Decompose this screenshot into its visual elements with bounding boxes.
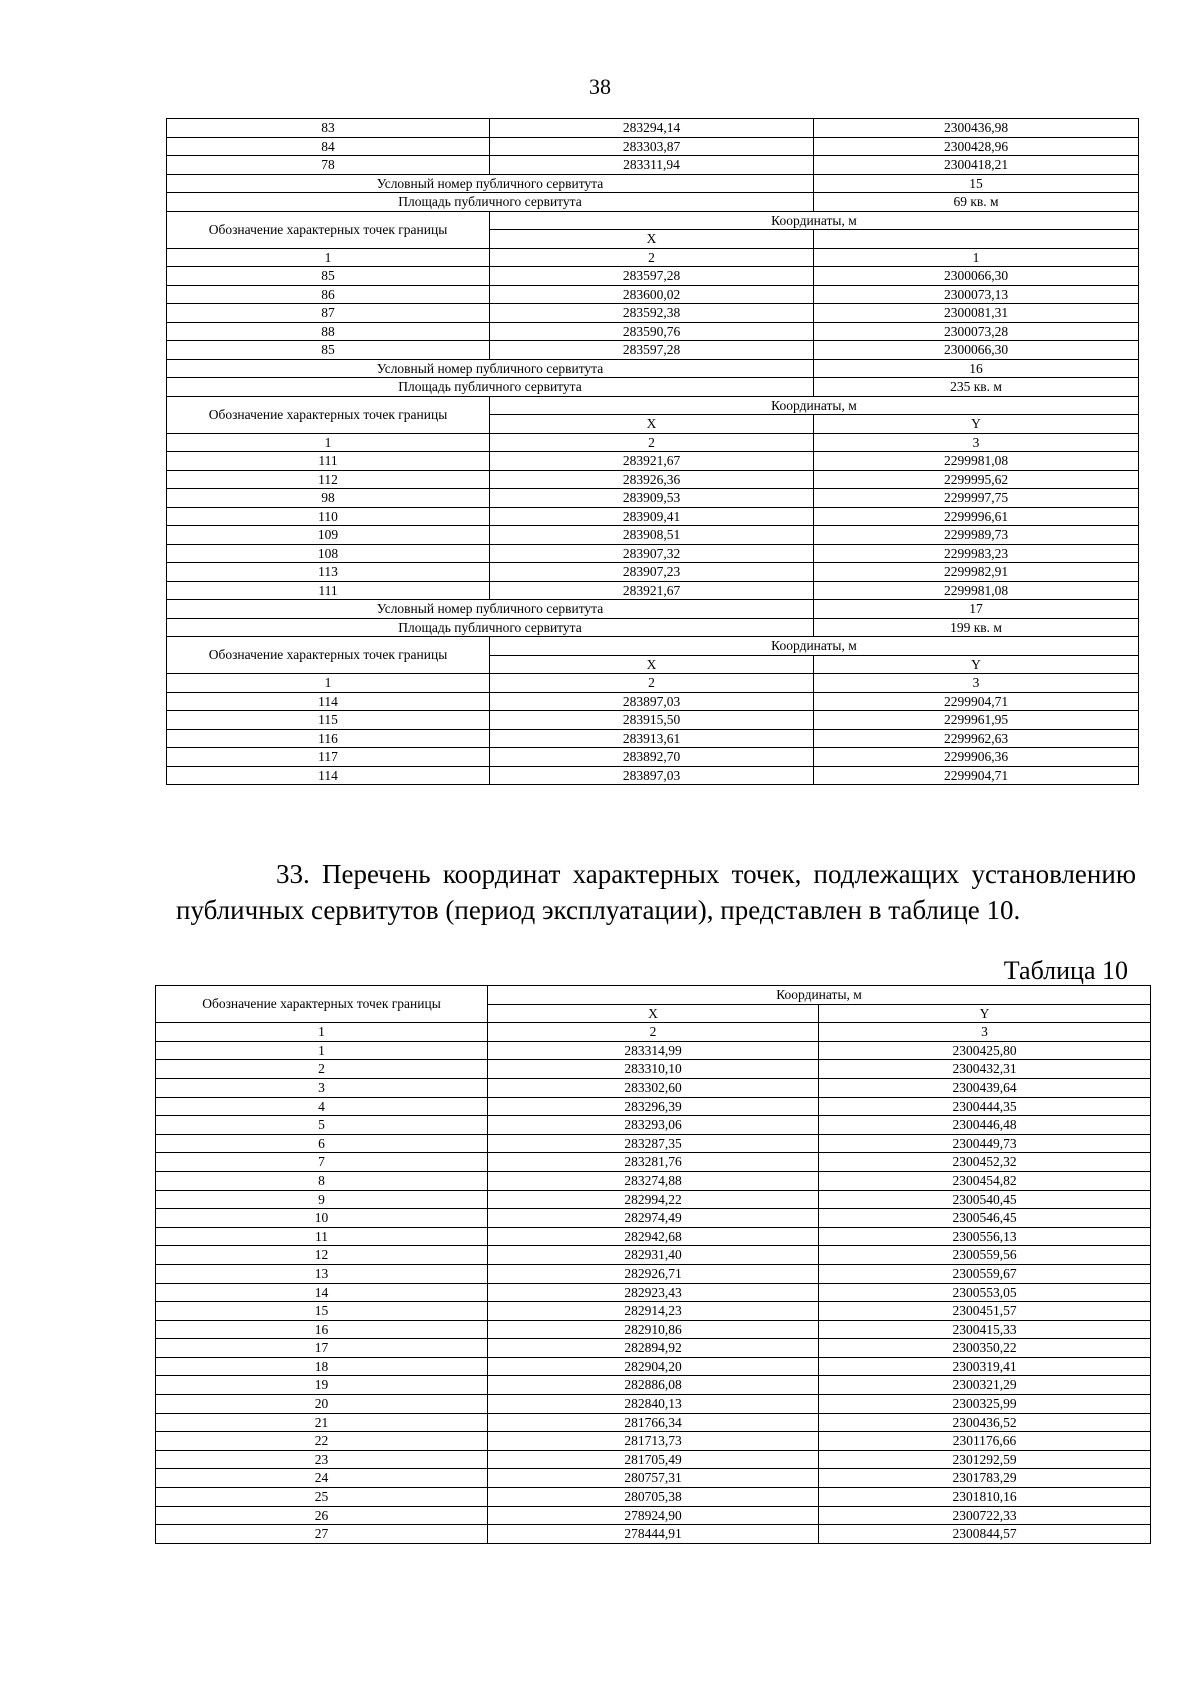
servitude-number-row: [167, 174, 1139, 193]
x-value: 283311,94: [490, 156, 814, 175]
table-row: [156, 1339, 1151, 1358]
y-value: 2299962,63: [814, 729, 1139, 748]
servitude-area-label: Площадь публичного сервитута: [167, 618, 814, 637]
y-value: 2300556,13: [819, 1227, 1151, 1246]
y-value: 2300066,30: [814, 341, 1139, 360]
servitude-number-row: [167, 600, 1139, 619]
point-designation-header: Обозначение характерных точек границы: [167, 396, 490, 433]
y-value: 2300559,67: [819, 1264, 1151, 1283]
table-row: [167, 544, 1139, 563]
y-header: [814, 230, 1139, 249]
servitude-area-row: [167, 618, 1139, 637]
x-value: 283921,67: [490, 452, 814, 471]
table-row: [156, 1264, 1151, 1283]
coordinates-header: Координаты, м: [490, 637, 1139, 656]
point-id: 86: [167, 285, 490, 304]
point-designation-header: Обозначение характерных точек границы: [156, 986, 488, 1023]
y-value: 2299904,71: [814, 692, 1139, 711]
point-designation-header: Обозначение характерных точек границы: [167, 211, 490, 248]
y-header: Y: [819, 1004, 1151, 1023]
x-value: 282926,71: [488, 1264, 819, 1283]
block-header-row: [167, 637, 1139, 656]
table-10-header-row: [156, 986, 1151, 1005]
x-value: 283294,14: [490, 119, 814, 138]
y-value: 2299996,61: [814, 507, 1139, 526]
y-value: 2300321,29: [819, 1376, 1151, 1395]
table-row: [167, 489, 1139, 508]
y-value: 2299997,75: [814, 489, 1139, 508]
x-header: X: [490, 415, 814, 434]
table-row: [156, 1302, 1151, 1321]
x-value: 283908,51: [490, 526, 814, 545]
column-number: 1: [814, 248, 1139, 267]
y-value: 2300722,33: [819, 1506, 1151, 1525]
y-value: 2300436,98: [814, 119, 1139, 138]
table-row: [167, 285, 1139, 304]
y-value: 2300451,57: [819, 1302, 1151, 1321]
x-value: 282910,86: [488, 1320, 819, 1339]
y-value: 2300066,30: [814, 267, 1139, 286]
table-row: [156, 1450, 1151, 1469]
x-value: 283913,61: [490, 729, 814, 748]
servitude-number-row: [167, 359, 1139, 378]
table-row: [167, 507, 1139, 526]
y-value: 2299989,73: [814, 526, 1139, 545]
point-id: 78: [167, 156, 490, 175]
table-row: [167, 119, 1139, 138]
column-number: 1: [167, 248, 490, 267]
table-row: [156, 1209, 1151, 1228]
x-value: 283287,35: [488, 1134, 819, 1153]
y-value: 2300073,13: [814, 285, 1139, 304]
point-id: 14: [156, 1283, 488, 1302]
point-id: 98: [167, 489, 490, 508]
column-number: 2: [490, 674, 814, 693]
x-value: 283310,10: [488, 1060, 819, 1079]
table-row: [167, 526, 1139, 545]
y-value: 2300436,52: [819, 1413, 1151, 1432]
y-value: 2301810,16: [819, 1488, 1151, 1507]
table-row: [156, 1171, 1151, 1190]
y-value: 2300350,22: [819, 1339, 1151, 1358]
y-value: 2300449,73: [819, 1134, 1151, 1153]
table-row: [167, 137, 1139, 156]
point-id: 88: [167, 322, 490, 341]
point-id: 17: [156, 1339, 488, 1358]
table-row: [167, 452, 1139, 471]
table-row: [167, 729, 1139, 748]
table-row: [167, 711, 1139, 730]
point-id: 9: [156, 1190, 488, 1209]
point-id: 8: [156, 1171, 488, 1190]
point-id: 108: [167, 544, 490, 563]
point-id: 111: [167, 452, 490, 471]
servitude-area-row: [167, 378, 1139, 397]
y-value: 2299961,95: [814, 711, 1139, 730]
point-id: 5: [156, 1116, 488, 1135]
y-value: 2299982,91: [814, 563, 1139, 582]
x-value: 282974,49: [488, 1209, 819, 1228]
x-value: 283597,28: [490, 267, 814, 286]
y-value: 2301783,29: [819, 1469, 1151, 1488]
x-value: 280705,38: [488, 1488, 819, 1507]
x-value: 278924,90: [488, 1506, 819, 1525]
table-row: [156, 1488, 1151, 1507]
table-row: [156, 1357, 1151, 1376]
table-10-caption: Таблица 10: [1003, 956, 1128, 985]
y-value: 2299981,08: [814, 452, 1139, 471]
table-row: [156, 1060, 1151, 1079]
x-value: 283296,39: [488, 1097, 819, 1116]
point-id: 117: [167, 748, 490, 767]
point-id: 24: [156, 1469, 488, 1488]
point-id: 23: [156, 1450, 488, 1469]
coordinates-header: Координаты, м: [488, 986, 1151, 1005]
x-value: 283274,88: [488, 1171, 819, 1190]
servitude-number: 17: [814, 600, 1139, 619]
servitude-number: 16: [814, 359, 1139, 378]
servitude-number-label: Условный номер публичного сервитута: [167, 600, 814, 619]
y-value: 2301292,59: [819, 1450, 1151, 1469]
point-id: 22: [156, 1432, 488, 1451]
y-value: 2300439,64: [819, 1078, 1151, 1097]
point-id: 83: [167, 119, 490, 138]
coordinates-header: Координаты, м: [490, 396, 1139, 415]
table-row: [167, 581, 1139, 600]
point-id: 15: [156, 1302, 488, 1321]
y-value: 2300444,35: [819, 1097, 1151, 1116]
table-row: [167, 322, 1139, 341]
x-value: 283590,76: [490, 322, 814, 341]
y-value: 2300553,05: [819, 1283, 1151, 1302]
y-header: Y: [814, 415, 1139, 434]
x-value: 283600,02: [490, 285, 814, 304]
x-value: 283314,99: [488, 1041, 819, 1060]
x-value: 283907,23: [490, 563, 814, 582]
table-row: [156, 1134, 1151, 1153]
y-value: 2300452,32: [819, 1153, 1151, 1172]
point-id: 10: [156, 1209, 488, 1228]
x-value: 283293,06: [488, 1116, 819, 1135]
servitude-area-label: Площадь публичного сервитута: [167, 378, 814, 397]
x-value: 283897,03: [490, 766, 814, 785]
point-id: 2: [156, 1060, 488, 1079]
table-row: [167, 563, 1139, 582]
table-row: [156, 1525, 1151, 1544]
x-value: 283281,76: [488, 1153, 819, 1172]
x-value: 283597,28: [490, 341, 814, 360]
y-value: 2300325,99: [819, 1395, 1151, 1414]
y-value: 2299995,62: [814, 470, 1139, 489]
y-value: 2299981,08: [814, 581, 1139, 600]
point-designation-header: Обозначение характерных точек границы: [167, 637, 490, 674]
block-column-numbers: [167, 674, 1139, 693]
point-id: 19: [156, 1376, 488, 1395]
x-value: 282886,08: [488, 1376, 819, 1395]
column-number: 2: [490, 248, 814, 267]
point-id: 21: [156, 1413, 488, 1432]
point-id: 114: [167, 692, 490, 711]
y-value: 2300415,33: [819, 1320, 1151, 1339]
point-id: 3: [156, 1078, 488, 1097]
x-header: X: [488, 1004, 819, 1023]
x-value: 282914,23: [488, 1302, 819, 1321]
y-value: 2300073,28: [814, 322, 1139, 341]
y-value: 2300081,31: [814, 304, 1139, 323]
y-value: 2299904,71: [814, 766, 1139, 785]
point-id: 13: [156, 1264, 488, 1283]
servitude-area: 235 кв. м: [814, 378, 1139, 397]
x-value: 282931,40: [488, 1246, 819, 1265]
table-row: [167, 341, 1139, 360]
block-column-numbers: [167, 433, 1139, 452]
x-value: 283592,38: [490, 304, 814, 323]
point-id: 4: [156, 1097, 488, 1116]
y-value: 2301176,66: [819, 1432, 1151, 1451]
table-10-column-numbers: [156, 1023, 1151, 1042]
point-id: 16: [156, 1320, 488, 1339]
x-value: 281713,73: [488, 1432, 819, 1451]
section-33-paragraph: 33. Перечень координат характерных точек, подлежащих установлению публичных сервитутов (период эксплуатации), представлен в таблице 10.: [176, 859, 1136, 925]
x-header: X: [490, 230, 814, 249]
point-id: 111: [167, 581, 490, 600]
table-row: [156, 1246, 1151, 1265]
y-value: 2300446,48: [819, 1116, 1151, 1135]
point-id: 7: [156, 1153, 488, 1172]
x-value: 281766,34: [488, 1413, 819, 1432]
table-10-body: [156, 986, 1151, 1544]
table-row: [156, 1041, 1151, 1060]
coordinates-header: Координаты, м: [490, 211, 1139, 230]
y-value: 2300425,80: [819, 1041, 1151, 1060]
table-row: [167, 692, 1139, 711]
point-id: 85: [167, 267, 490, 286]
x-value: 282840,13: [488, 1395, 819, 1414]
x-value: 282942,68: [488, 1227, 819, 1246]
point-id: 26: [156, 1506, 488, 1525]
table-row: [156, 1395, 1151, 1414]
table-row: [167, 304, 1139, 323]
table-row: [156, 1376, 1151, 1395]
table-row: [156, 1413, 1151, 1432]
point-id: 115: [167, 711, 490, 730]
y-value: 2300540,45: [819, 1190, 1151, 1209]
x-value: 283892,70: [490, 748, 814, 767]
x-value: 283926,36: [490, 470, 814, 489]
y-value: 2300546,45: [819, 1209, 1151, 1228]
table-row: [167, 748, 1139, 767]
table-row: [156, 1116, 1151, 1135]
y-value: 2300418,21: [814, 156, 1139, 175]
x-value: 283907,32: [490, 544, 814, 563]
servitude-area-row: [167, 193, 1139, 212]
table-row: [156, 1469, 1151, 1488]
x-value: 280757,31: [488, 1469, 819, 1488]
table-row: [156, 1190, 1151, 1209]
point-id: 20: [156, 1395, 488, 1414]
y-value: 2300844,57: [819, 1525, 1151, 1544]
x-value: 283909,53: [490, 489, 814, 508]
y-value: 2300454,82: [819, 1171, 1151, 1190]
point-id: 18: [156, 1357, 488, 1376]
servitude-coordinates-table: [166, 118, 1139, 785]
x-value: 283921,67: [490, 581, 814, 600]
column-number: 2: [490, 433, 814, 452]
table-row: [167, 267, 1139, 286]
x-value: 282923,43: [488, 1283, 819, 1302]
point-id: 27: [156, 1525, 488, 1544]
point-id: 109: [167, 526, 490, 545]
block-header-row: [167, 211, 1139, 230]
table-row: [156, 1097, 1151, 1116]
servitude-area-label: Площадь публичного сервитута: [167, 193, 814, 212]
column-number: 2: [488, 1023, 819, 1042]
block-column-numbers: [167, 248, 1139, 267]
point-id: 11: [156, 1227, 488, 1246]
table-row: [156, 1078, 1151, 1097]
table-row: [156, 1506, 1151, 1525]
table-row: [167, 470, 1139, 489]
table-row: [156, 1227, 1151, 1246]
x-value: 281705,49: [488, 1450, 819, 1469]
column-number: 1: [167, 433, 490, 452]
column-number: 3: [814, 674, 1139, 693]
point-id: 112: [167, 470, 490, 489]
block-header-row: [167, 396, 1139, 415]
column-number: 3: [814, 433, 1139, 452]
table-row: [167, 766, 1139, 785]
servitude-area: 69 кв. м: [814, 193, 1139, 212]
page-number: 38: [589, 74, 611, 99]
table-10: [155, 985, 1151, 1544]
point-id: 116: [167, 729, 490, 748]
point-id: 84: [167, 137, 490, 156]
x-value: 283302,60: [488, 1078, 819, 1097]
servitude-table-body: [167, 119, 1139, 785]
table-row: [156, 1283, 1151, 1302]
column-number: 1: [167, 674, 490, 693]
point-id: 87: [167, 304, 490, 323]
table-row: [156, 1153, 1151, 1172]
column-number: 3: [819, 1023, 1151, 1042]
x-value: 283915,50: [490, 711, 814, 730]
servitude-area: 199 кв. м: [814, 618, 1139, 637]
servitude-number: 15: [814, 174, 1139, 193]
x-value: 282994,22: [488, 1190, 819, 1209]
y-header: Y: [814, 655, 1139, 674]
y-value: 2300428,96: [814, 137, 1139, 156]
point-id: 110: [167, 507, 490, 526]
servitude-number-label: Условный номер публичного сервитута: [167, 359, 814, 378]
table-row: [167, 156, 1139, 175]
x-value: 278444,91: [488, 1525, 819, 1544]
table-row: [156, 1432, 1151, 1451]
x-value: 283897,03: [490, 692, 814, 711]
point-id: 85: [167, 341, 490, 360]
point-id: 113: [167, 563, 490, 582]
x-header: X: [490, 655, 814, 674]
x-value: 282904,20: [488, 1357, 819, 1376]
y-value: 2299906,36: [814, 748, 1139, 767]
y-value: 2300432,31: [819, 1060, 1151, 1079]
table-row: [156, 1320, 1151, 1339]
point-id: 25: [156, 1488, 488, 1507]
point-id: 114: [167, 766, 490, 785]
x-value: 282894,92: [488, 1339, 819, 1358]
x-value: 283909,41: [490, 507, 814, 526]
x-value: 283303,87: [490, 137, 814, 156]
servitude-number-label: Условный номер публичного сервитута: [167, 174, 814, 193]
point-id: 6: [156, 1134, 488, 1153]
point-id: 1: [156, 1041, 488, 1060]
y-value: 2300319,41: [819, 1357, 1151, 1376]
column-number: 1: [156, 1023, 488, 1042]
point-id: 12: [156, 1246, 488, 1265]
y-value: 2300559,56: [819, 1246, 1151, 1265]
y-value: 2299983,23: [814, 544, 1139, 563]
